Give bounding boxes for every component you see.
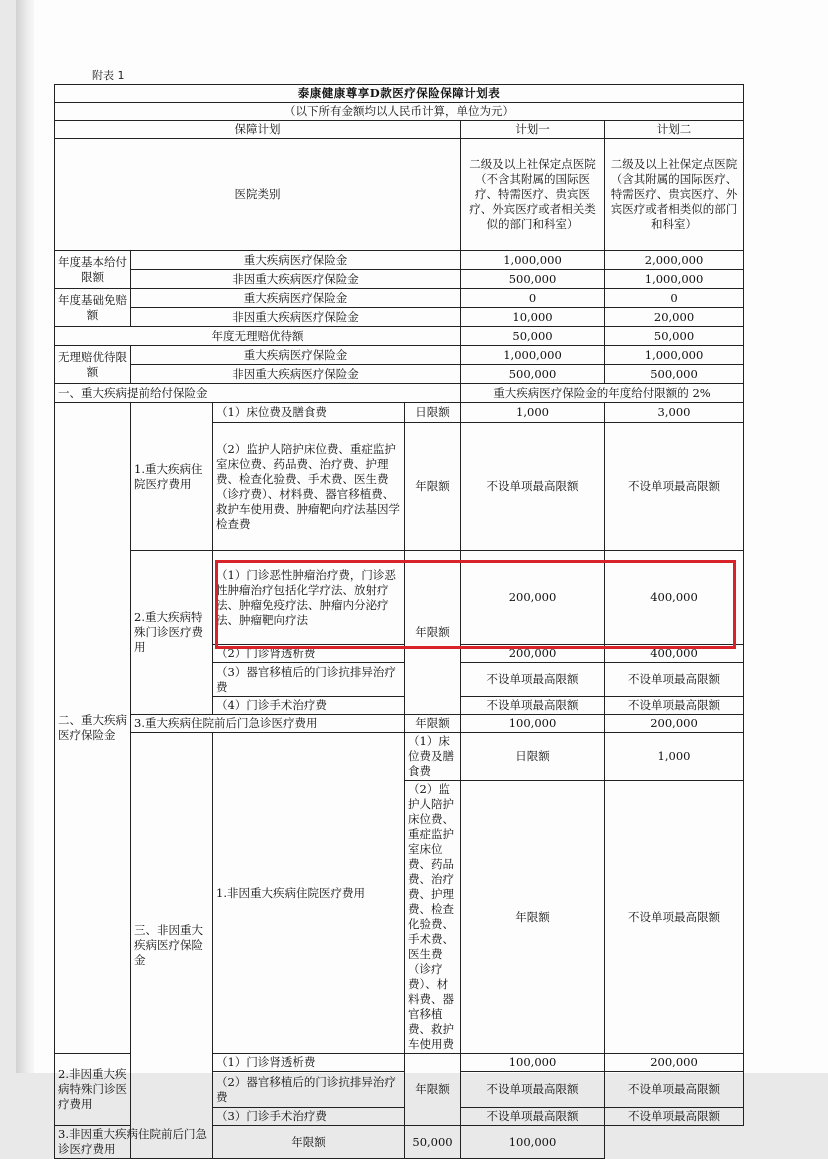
limit-type: 日限额	[461, 733, 605, 781]
plan1-value: 100,000	[461, 1054, 605, 1072]
table-row	[55, 308, 744, 327]
row-item: 3.非因重大疾病住院前后门急诊医疗费用	[55, 1126, 213, 1159]
table-row	[55, 1126, 744, 1159]
plan2-value: 3,000	[605, 403, 744, 423]
plan2-header: 计划二	[605, 121, 744, 139]
section3-label: 三、非因重大疾病医疗保险金	[131, 733, 213, 1159]
annual-basic-label: 年度基本给付限额	[55, 251, 131, 289]
attachment-label: 附表 1	[92, 69, 125, 82]
plan2-value: 500,000	[605, 365, 744, 384]
table-row	[55, 365, 744, 384]
plan1-value: 200,000	[461, 645, 605, 663]
plan2-value: 200,000	[605, 1054, 744, 1072]
table-row	[55, 251, 744, 270]
plan1-value: 不设单项最高限额	[461, 697, 605, 715]
plan2-value: 不设单项最高限额	[605, 1108, 744, 1126]
plan1-value: 50,000	[461, 327, 605, 346]
plan-header-label: 保障计划	[55, 121, 461, 139]
plan2-value: 不设单项最高限额	[605, 663, 744, 697]
plan1-value: 1,000,000	[461, 346, 605, 365]
row-item: （2）器官移植后的门诊抗排异治疗费	[213, 1072, 405, 1108]
row-item: 非因重大疾病医疗保险金	[131, 270, 461, 289]
plan1-value: 不设单项最高限额	[461, 663, 605, 697]
limit-type: 年限额	[405, 551, 461, 715]
plan1-value: 不设单项最高限额	[461, 423, 605, 551]
annual-deductible-label: 年度基础免赔额	[55, 289, 131, 327]
row-item: 重大疾病医疗保险金	[131, 289, 461, 308]
table-row	[55, 403, 744, 423]
row-item: 重大疾病医疗保险金	[131, 346, 461, 365]
table-subtitle: （以下所有金额均以人民币计算，单位为元）	[55, 103, 744, 121]
plan1-value: 50,000	[405, 1126, 461, 1159]
plan1-value: 不设单项最高限额	[605, 781, 744, 1054]
row-item: 非因重大疾病医疗保险金	[131, 365, 461, 384]
s3-outpatient-label: 2.非因重大疾病特殊门诊医疗费用	[55, 1054, 131, 1126]
table-row	[55, 327, 744, 346]
limit-type: 年限额	[405, 715, 461, 733]
plan2-value: 2,000,000	[605, 251, 744, 270]
plan1-value: 200,000	[461, 551, 605, 645]
row-item: 重大疾病医疗保险金	[131, 251, 461, 270]
section1-row	[55, 384, 744, 403]
hospital-type-plan2: 二级及以上社保定点医院（含其附属的国际医疗、特需医疗、贵宾医疗、外宾医疗或者相类似的部门和科室）	[605, 139, 744, 251]
no-claim-label: 年度无理赔优待额	[55, 327, 461, 346]
hospital-type-row	[55, 139, 744, 251]
plan2-value: 不设单项最高限额	[605, 1072, 744, 1108]
row-item: （3）器官移植后的门诊抗排异治疗费	[213, 663, 405, 697]
plan1-value: 500,000	[461, 365, 605, 384]
table-row	[55, 733, 744, 781]
header-row	[55, 121, 744, 139]
row-item: 3.重大疾病住院前后门急诊医疗费用	[131, 715, 405, 733]
page-fold-shadow	[16, 0, 34, 1073]
row-item: （2）监护人陪护床位费、重症监护室床位费、药品费、治疗费、护理费、检查化验费、手术费、医生费（诊疗费）、材料费、器官移植费、救护车使用费、肿瘤靶向疗法基因学检查费	[213, 423, 405, 551]
plan2-value: 1,000,000	[605, 346, 744, 365]
row-item: （3）门诊手术治疗费	[213, 1108, 405, 1126]
plan2-value: 不设单项最高限额	[605, 423, 744, 551]
no-claim-limit-label: 无理赔优待限额	[55, 346, 131, 384]
s2-outpatient-label: 2.重大疾病特殊门诊医疗费用	[131, 551, 213, 715]
plan1-value: 0	[461, 289, 605, 308]
plan2-value: 0	[605, 289, 744, 308]
table-row	[55, 289, 744, 308]
plan2-value: 20,000	[605, 308, 744, 327]
plan2-value: 400,000	[605, 551, 744, 645]
s2-inpatient-label: 1.重大疾病住院医疗费用	[131, 403, 213, 551]
row-item: （4）门诊手术治疗费	[213, 697, 405, 715]
plan2-value: 100,000	[461, 1126, 605, 1159]
row-item: （1）床位费及膳食费	[213, 403, 405, 423]
hospital-type-label: 医院类别	[55, 139, 461, 251]
plan1-value: 1,000	[605, 733, 744, 781]
table-title: 泰康健康尊享D款医疗保险保障计划表	[55, 85, 744, 103]
table-row	[55, 551, 744, 645]
title-row	[55, 85, 744, 103]
plan1-value: 不设单项最高限额	[461, 1072, 605, 1108]
plan1-value: 1,000,000	[461, 251, 605, 270]
limit-type: 年限额	[405, 423, 461, 551]
s3-inpatient-label: 1.非因重大疾病住院医疗费用	[213, 733, 405, 1054]
limit-type: 年限额	[213, 1126, 405, 1159]
plan2-value: 不设单项最高限额	[605, 697, 744, 715]
row-item: （1）门诊肾透析费	[213, 1054, 405, 1072]
plan1-value: 100,000	[461, 715, 605, 733]
limit-type: 年限额	[405, 1054, 461, 1126]
plan1-header: 计划一	[461, 121, 605, 139]
limit-type: 日限额	[405, 403, 461, 423]
plan1-value: 不设单项最高限额	[461, 1108, 605, 1126]
plan2-value: 50,000	[605, 327, 744, 346]
insurance-plan-table	[54, 84, 744, 1159]
table-row	[55, 270, 744, 289]
plan1-value: 1,000	[461, 403, 605, 423]
subtitle-row	[55, 103, 744, 121]
plan2-value: 200,000	[605, 715, 744, 733]
plan1-value: 10,000	[461, 308, 605, 327]
table-row	[55, 715, 744, 733]
limit-type: 年限额	[461, 781, 605, 1054]
table-row	[55, 346, 744, 365]
row-item: 非因重大疾病医疗保险金	[131, 308, 461, 327]
plan1-value: 500,000	[461, 270, 605, 289]
row-item: （1）床位费及膳食费	[405, 733, 461, 781]
section2-label: 二、重大疾病医疗保险金	[55, 403, 131, 1054]
section1-label: 一、重大疾病提前给付保险金	[55, 384, 461, 403]
section1-value: 重大疾病医疗保险金的年度给付限额的 2%	[461, 384, 744, 403]
row-item: （2）门诊肾透析费	[213, 645, 405, 663]
row-item: （2）监护人陪护床位费、重症监护室床位费、药品费、治疗费、护理费、检查化验费、手术费、医生费（诊疗费）、材料费、器官移植费、救护车使用费	[405, 781, 461, 1054]
plan2-value: 400,000	[605, 645, 744, 663]
row-item: （1）门诊恶性肿瘤治疗费，门诊恶性肿瘤治疗包括化学疗法、放射疗法、肿瘤免疫疗法、肿瘤内分泌疗法、肿瘤靶向疗法	[213, 551, 405, 645]
plan2-value: 1,000,000	[605, 270, 744, 289]
hospital-type-plan1: 二级及以上社保定点医院（不含其附属的国际医疗、特需医疗、贵宾医疗、外宾医疗或者相关类似的部门和科室）	[461, 139, 605, 251]
